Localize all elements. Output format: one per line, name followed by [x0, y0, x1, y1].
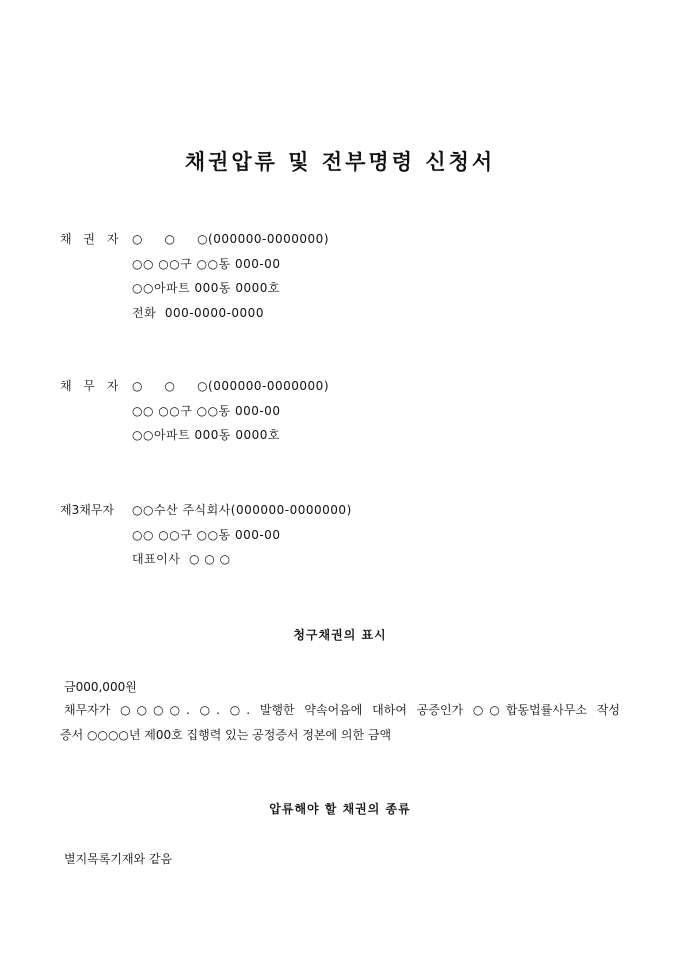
- debtor-label: 채 무 자: [60, 379, 123, 393]
- third-debtor-name: ○○수산 주식회사(000000-0000000): [132, 503, 352, 517]
- creditor-name: ○ ○ ○(000000-0000000): [132, 232, 330, 246]
- creditor-address-1: ○○ ○○구 ○○동 000-00: [132, 256, 281, 271]
- debtor-name: ○ ○ ○(000000-0000000): [132, 379, 330, 393]
- seizure-section-heading: 압류해야 할 채권의 종류: [269, 802, 411, 816]
- document-title: 채권압류 및 전부명령 신청서: [184, 149, 496, 174]
- debtor-address-2: ○○아파트 000동 0000호: [132, 428, 280, 442]
- third-debtor-representative: 대표이사 ○ ○ ○: [132, 552, 231, 566]
- claim-amount: 금000,000원: [64, 680, 137, 694]
- seizure-content: 별지목록기재와 같음: [64, 852, 173, 866]
- claim-section-heading: 청구채권의 표시: [293, 628, 387, 642]
- claim-description-line-1: 채무자가 ○○○○. ○. ○. 발행한 약속어음에 대하여 공증인가 ○○합동법률사무소 작성: [64, 703, 620, 717]
- creditor-address-2: ○○아파트 000동 0000호: [132, 281, 280, 295]
- claim-description-line-2: 증서 ○○○○년 제00호 집행력 있는 공정증서 정본에 의한 금액: [60, 728, 392, 742]
- creditor-phone: 전화 000-0000-0000: [132, 305, 264, 320]
- creditor-label: 채 권 자: [60, 232, 123, 246]
- third-debtor-address: ○○ ○○구 ○○동 000-00: [132, 527, 281, 542]
- third-debtor-label: 제3채무자: [60, 503, 115, 517]
- debtor-address-1: ○○ ○○구 ○○동 000-00: [132, 403, 281, 418]
